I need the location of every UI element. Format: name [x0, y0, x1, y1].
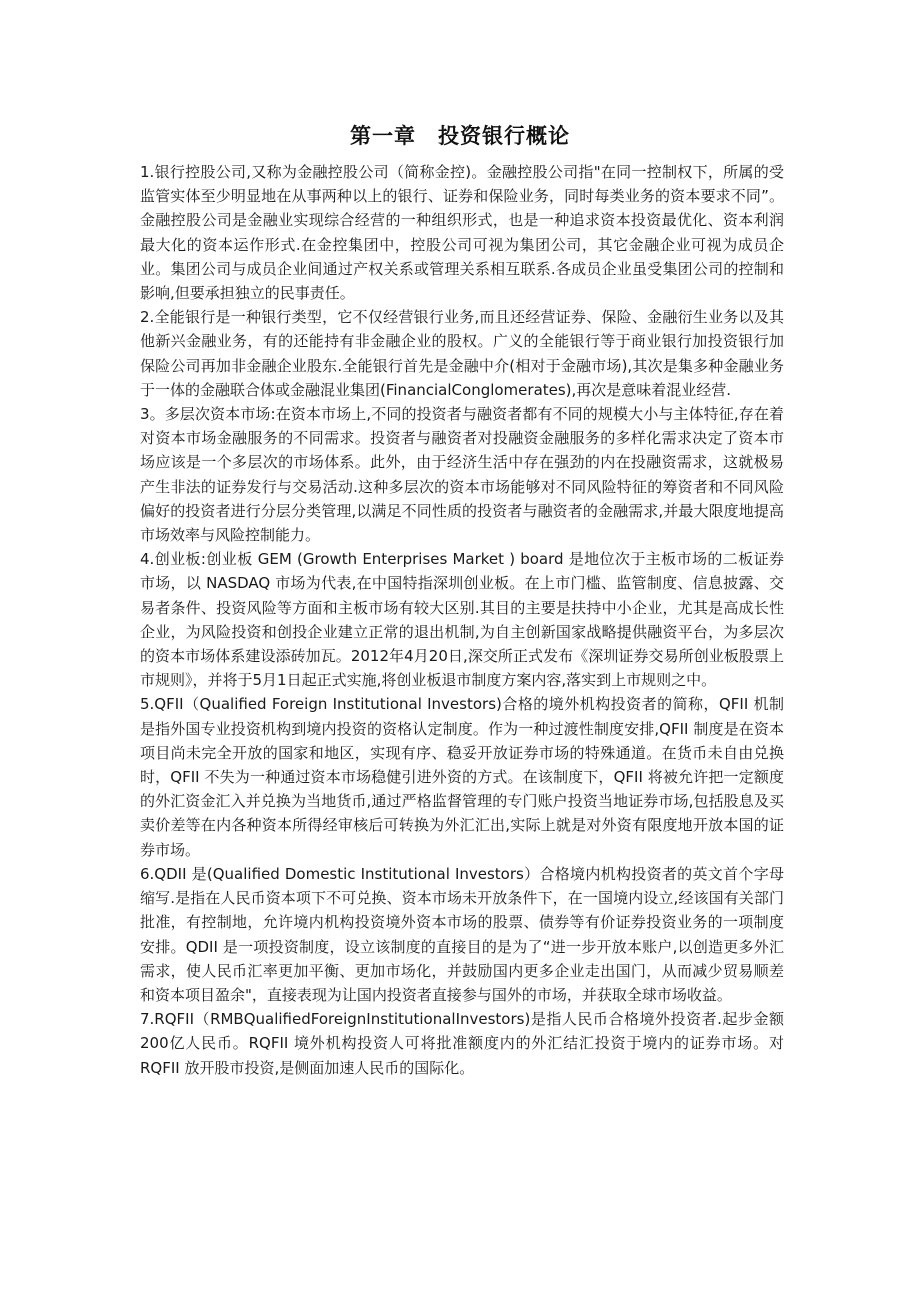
- paragraph-7: 7.RQFII（RMBQualifiedForeignInstitutionalInvestors)是指人民币合格境外投资者.起步金额200亿人民币。RQFII 境外机构投资人可将批准额度内的外汇结汇投资于境内的证券市场。对 RQFII 放开股市投资,是侧面加速人民币的国际化。: [140, 1010, 784, 1077]
- paragraph-2: 2.全能银行是一种银行类型，它不仅经营银行业务,而且还经营证券、保险、金融衍生业务以及其他新兴金融业务，有的还能持有非金融企业的股权。广义的全能银行等于商业银行加投资银行加保险公司再加非金融企业股东.全能银行首先是金融中介(相对于金融市场),其次是集多种金融业务于一体的金融联合体或金融混业集团(FinancialConglomerates),再次是意味着混业经营.: [140, 308, 784, 399]
- paragraph-3: 3。多层次资本市场:在资本市场上,不同的投资者与融资者都有不同的规模大小与主体特征,存在着对资本市场金融服务的不同需求。投资者与融资者对投融资金融服务的多样化需求决定了资本市场应该是一个多层次的市场体系。此外，由于经济生活中存在强劲的内在投融资需求，这就极易产生非法的证券发行与交易活动.这种多层次的资本市场能够对不同风险特征的筹资者和不同风险偏好的投资者进行分层分类管理,以满足不同性质的投资者与融资者的金融需求,并最大限度地提高市场效率与风险控制能力。: [140, 405, 784, 545]
- chapter-title: 第一章 投资银行概论: [350, 124, 570, 148]
- paragraph-5: 5.QFII（Qualified Foreign Institutional Investors)合格的境外机构投资者的简称，QFII 机制是指外国专业投资机构到境内投资的资格认定制度。作为一种过渡性制度安排,QFII 制度是在资本项目尚未完全开放的国家和地区，实现有序、稳妥开放证券市场的特殊通道。在货币未自由兑换时，QFII 不失为一种通过资本市场稳健引进外资的方式。在该制度下，QFII 将被允许把一定额度的外汇资金汇入并兑换为当地货币,通过严格监督管理的专门账户投资当地证券市场,包括股息及买卖价差等在内各种资本所得经审核后可转换为外汇汇出,实际上就是对外资有限度地开放本国的证券市场。: [140, 695, 784, 859]
- paragraph-6: 6.QDII 是(Qualified Domestic Institutional Investors）合格境内机构投资者的英文首个字母缩写.是指在人民币资本项下不可兑换、资本市场未开放条件下，在一国境内设立,经该国有关部门批准，有控制地，允许境内机构投资境外资本市场的股票、债券等有价证券投资业务的一项制度安排。QDII 是一项投资制度，设立该制度的直接目的是为了“进一步开放本账户,以创造更多外汇需求，使人民币汇率更加平衡、更加市场化，并鼓励国内更多企业走出国门，从而减少贸易顺差和资本项目盈余"，直接表现为让国内投资者直接参与国外的市场，并获取全球市场收益。: [140, 864, 784, 1004]
- paragraph-4: 4.创业板:创业板 GEM (Growth Enterprises Market ) board 是地位次于主板市场的二板证券市场，以 NASDAQ 市场为代表,在中国特指深圳创业板。在上市门槛、监管制度、信息披露、交易者条件、投资风险等方面和主板市场有较大区别.其目的主要是扶持中小企业，尤其是高成长性企业，为风险投资和创投企业建立正常的退出机制,为自主创新国家战略提供融资平台，为多层次的资本市场体系建设添砖加瓦。2012年4月20日,深交所正式发布《深圳证券交易所创业板股票上市规则》，并将于5月1日起正式实施,将创业板退市制度方案内容,落实到上市规则之中。: [140, 550, 784, 690]
- document-body: [140, 160, 784, 1080]
- paragraph-1: 1.银行控股公司,又称为金融控股公司（简称金控)。金融控股公司指"在同一控制权下，所属的受监管实体至少明显地在从事两种以上的银行、证券和保险业务，同时每类业务的资本要求不同”。金融控股公司是金融业实现综合经营的一种组织形式，也是一种追求资本投资最优化、资本利润最大化的资本运作形式.在金控集团中，控股公司可视为集团公司，其它金融企业可视为成员企业。集团公司与成员企业间通过产权关系或管理关系相互联系.各成员企业虽受集团公司的控制和影响,但要承担独立的民事责任。: [140, 163, 784, 303]
